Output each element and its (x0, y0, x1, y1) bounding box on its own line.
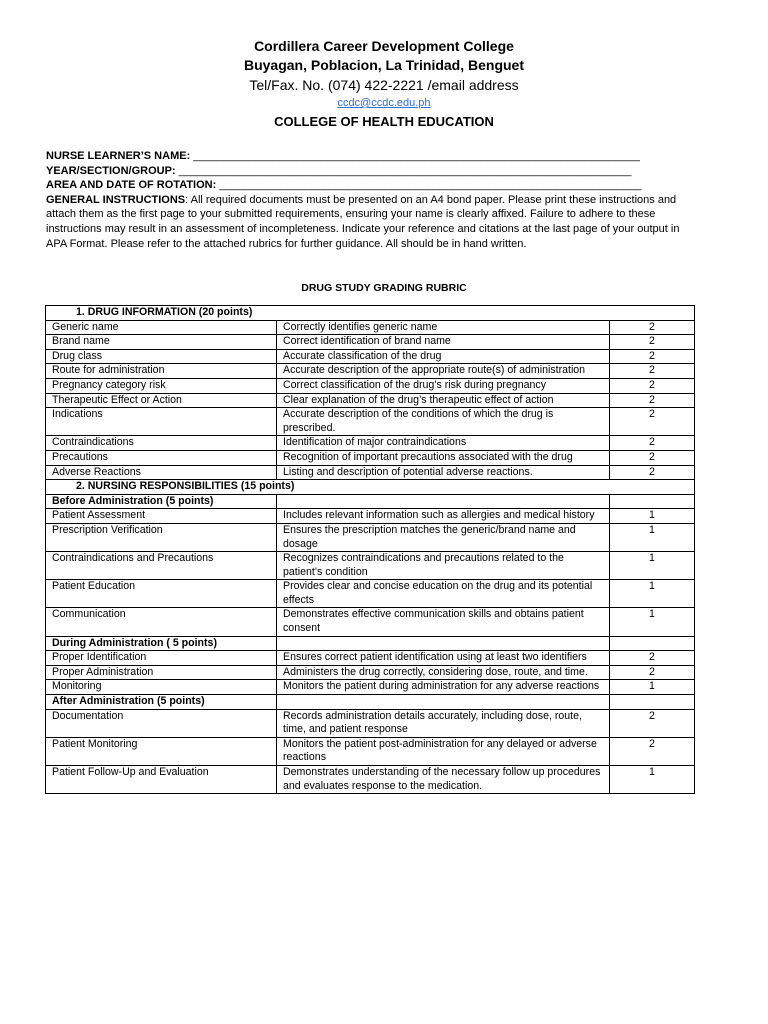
rubric-row (46, 320, 695, 335)
subsection-title: Before Administration (5 points) (46, 494, 277, 509)
rubric-item: Brand name (46, 335, 277, 350)
rubric-points: 2 (610, 665, 695, 680)
rubric-criteria: Monitors the patient post-administration for any delayed or adverse reactions (277, 737, 610, 765)
rubric-criteria: Includes relevant information such as allergies and medical history (277, 509, 610, 524)
rubric-points: 2 (610, 651, 695, 666)
rubric-row (46, 349, 695, 364)
rubric-item: Drug class (46, 349, 277, 364)
empty-cell (610, 494, 695, 509)
rubric-item: Patient Monitoring (46, 737, 277, 765)
rubric-item: Proper Identification (46, 651, 277, 666)
rubric-criteria: Administers the drug correctly, considering dose, route, and time. (277, 665, 610, 680)
rubric-points: 1 (610, 608, 695, 636)
rubric-row (46, 608, 695, 636)
subsection-header-row (46, 636, 695, 651)
rubric-row (46, 450, 695, 465)
rubric-points: 2 (610, 408, 695, 436)
area-field (46, 178, 701, 193)
rubric-item: Patient Education (46, 580, 277, 608)
name-blank-line[interactable]: _________________________________________________________________________ (190, 150, 640, 162)
department-title: COLLEGE OF HEALTH EDUCATION (274, 114, 494, 129)
subsection-title: After Administration (5 points) (46, 695, 277, 710)
rubric-points: 2 (610, 465, 695, 480)
rubric-criteria: Provides clear and concise education on the drug and its potential effects (277, 580, 610, 608)
rubric-row (46, 335, 695, 350)
rubric-row (46, 378, 695, 393)
rubric-item: Pregnancy category risk (46, 378, 277, 393)
rubric-row (46, 393, 695, 408)
rubric-item: Route for administration (46, 364, 277, 379)
rubric-item: Contraindications and Precautions (46, 552, 277, 580)
rubric-criteria: Records administration details accurately, including dose, route, time, and patient response (277, 709, 610, 737)
college-address: Buyagan, Poblacion, La Trinidad, Benguet (243, 57, 525, 73)
college-email-link[interactable]: ccdc@ccdc.edu.ph (337, 97, 431, 109)
name-field (46, 149, 701, 164)
section-header-row (46, 480, 695, 495)
rubric-points: 1 (610, 509, 695, 524)
rubric-row (46, 436, 695, 451)
rubric-item: Generic name (46, 320, 277, 335)
rubric-points: 2 (610, 436, 695, 451)
rubric-points: 1 (610, 552, 695, 580)
rubric-row (46, 509, 695, 524)
rubric-criteria: Accurate description of the conditions of which the drug is prescribed. (277, 408, 610, 436)
rubric-row (46, 680, 695, 695)
rubric-criteria: Correctly identifies generic name (277, 320, 610, 335)
rubric-row (46, 737, 695, 765)
rubric-row (46, 665, 695, 680)
rubric-item: Prescription Verification (46, 523, 277, 551)
rubric-points: 1 (610, 680, 695, 695)
rubric-points: 1 (610, 523, 695, 551)
rubric-table (45, 305, 695, 794)
rubric-criteria: Demonstrates effective communication skills and obtains patient consent (277, 608, 610, 636)
section-title: 2. NURSING RESPONSIBILITIES (15 points) (46, 480, 695, 495)
rubric-table-body (46, 306, 695, 794)
empty-cell (277, 494, 610, 509)
letterhead (0, 37, 768, 131)
instructions-label: GENERAL INSTRUCTIONS (46, 193, 186, 206)
rubric-criteria: Ensures the prescription matches the generic/brand name and dosage (277, 523, 610, 551)
year-blank-line[interactable]: __________________________________________________________________________ (175, 164, 632, 177)
rubric-points: 2 (610, 320, 695, 335)
empty-cell (277, 695, 610, 710)
rubric-item: Communication (46, 608, 277, 636)
rubric-row (46, 523, 695, 551)
rubric-points: 2 (610, 349, 695, 364)
rubric-criteria: Ensures correct patient identification using at least two identifiers (277, 651, 610, 666)
rubric-row (46, 552, 695, 580)
rubric-row (46, 465, 695, 480)
rubric-criteria: Accurate description of the appropriate route(s) of administration (277, 364, 610, 379)
rubric-criteria: Accurate classification of the drug (277, 349, 610, 364)
rubric-points: 2 (610, 364, 695, 379)
section-header-row (46, 306, 695, 321)
rubric-criteria: Clear explanation of the drug’s therapeutic effect of action (277, 393, 610, 408)
empty-cell (610, 695, 695, 710)
rubric-row (46, 651, 695, 666)
rubric-item: Indications (46, 408, 277, 436)
rubric-item: Documentation (46, 709, 277, 737)
rubric-points: 2 (610, 378, 695, 393)
year-field (46, 164, 701, 179)
rubric-criteria: Identification of major contraindications (277, 436, 610, 451)
rubric-item: Proper Administration (46, 665, 277, 680)
rubric-points: 2 (610, 737, 695, 765)
rubric-criteria: Listing and description of potential adverse reactions. (277, 465, 610, 480)
rubric-points: 2 (610, 709, 695, 737)
rubric-item: Precautions (46, 450, 277, 465)
rubric-row (46, 766, 695, 794)
rubric-item: Contraindications (46, 436, 277, 451)
area-blank-line[interactable]: _____________________________________________________________________ (216, 179, 642, 192)
area-label: AREA AND DATE OF ROTATION: (46, 179, 217, 192)
college-contact: Tel/Fax. No. (074) 422-2221 /email address (249, 77, 519, 93)
rubric-item: Patient Assessment (46, 509, 277, 524)
empty-cell (610, 636, 695, 651)
year-label: YEAR/SECTION/GROUP: (46, 164, 176, 177)
rubric-criteria: Correct identification of brand name (277, 335, 610, 350)
learner-info (46, 149, 701, 251)
rubric-title: DRUG STUDY GRADING RUBRIC (301, 282, 467, 294)
rubric-points: 2 (610, 335, 695, 350)
subsection-header-row (46, 494, 695, 509)
subsection-title: During Administration ( 5 points) (46, 636, 277, 651)
rubric-criteria: Monitors the patient during administration for any adverse reactions (277, 680, 610, 695)
rubric-points: 1 (610, 766, 695, 794)
rubric-points: 2 (610, 450, 695, 465)
rubric-criteria: Recognition of important precautions associated with the drug (277, 450, 610, 465)
rubric-criteria: Correct classification of the drug’s risk during pregnancy (277, 378, 610, 393)
rubric-row (46, 408, 695, 436)
general-instructions (46, 193, 701, 251)
name-label: NURSE LEARNER’S NAME: (46, 150, 191, 162)
rubric-item: Monitoring (46, 680, 277, 695)
rubric-criteria: Recognizes contraindications and precautions related to the patient’s condition (277, 552, 610, 580)
rubric-row (46, 364, 695, 379)
section-title: 1. DRUG INFORMATION (20 points) (46, 306, 695, 321)
rubric-row (46, 709, 695, 737)
subsection-header-row (46, 695, 695, 710)
rubric-criteria: Demonstrates understanding of the necessary follow up procedures and evaluates response to the medication. (277, 766, 610, 794)
rubric-item: Adverse Reactions (46, 465, 277, 480)
rubric-item: Therapeutic Effect or Action (46, 393, 277, 408)
rubric-row (46, 580, 695, 608)
rubric-item: Patient Follow-Up and Evaluation (46, 766, 277, 794)
empty-cell (277, 636, 610, 651)
rubric-points: 2 (610, 393, 695, 408)
college-name: Cordillera Career Development College (254, 38, 514, 54)
instructions-text: : All required documents must be presented on an A4 bond paper. Please print these instructions and attach them as the first page to your submitted requirements, ensuring your name is clearly affixed. Failure to adhere to these instructions may result in an assessment of incompleteness. Indicate your reference and citations at the last page of your output in APA Format. Please refer to the attached rubrics for further guidance. All should be in hand written. (46, 193, 680, 250)
rubric-points: 1 (610, 580, 695, 608)
